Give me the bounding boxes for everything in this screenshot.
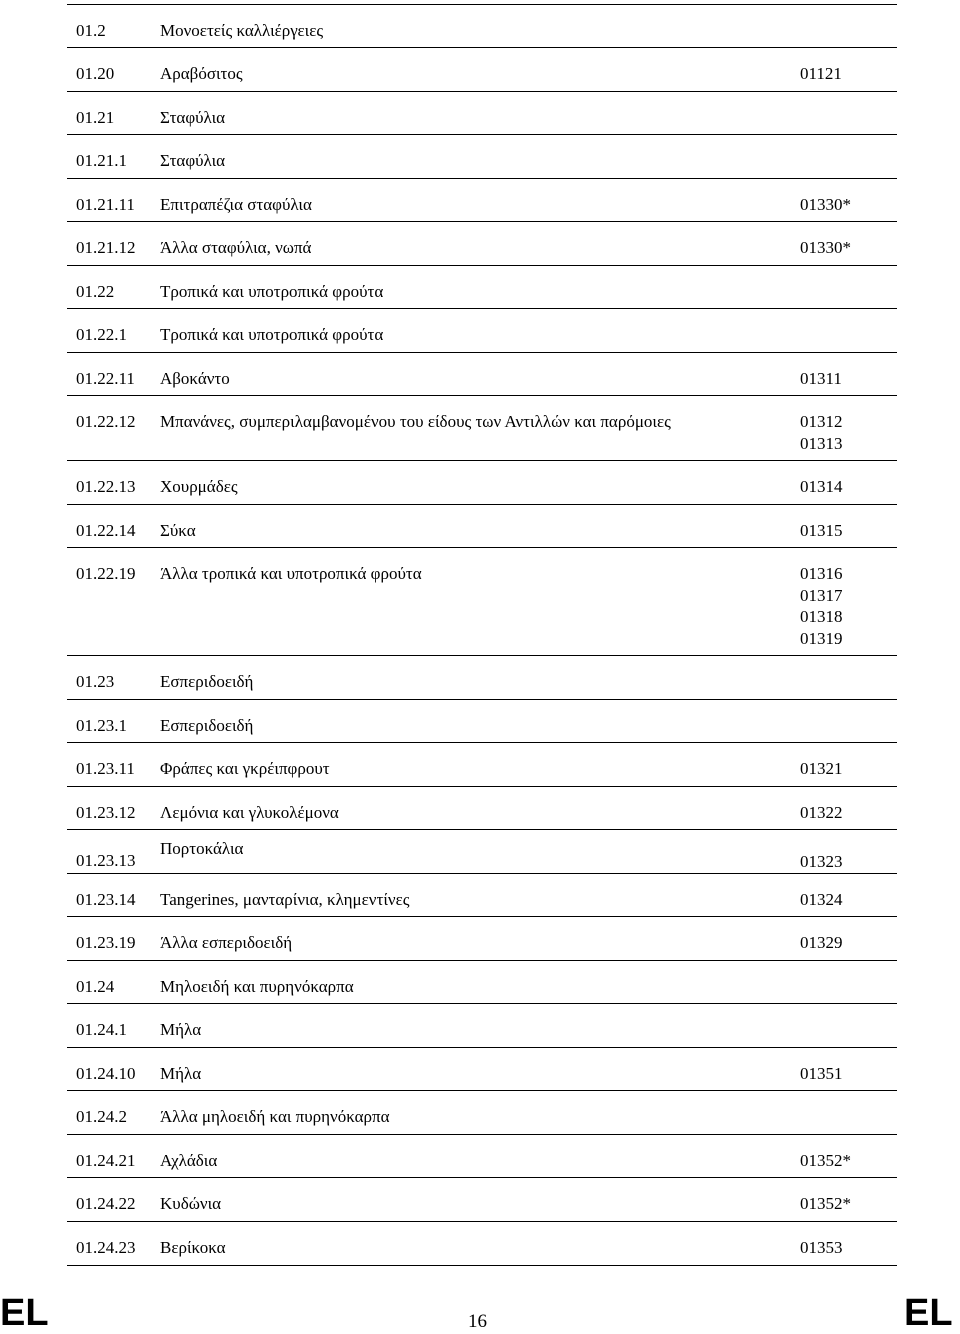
row-description: Μηλοειδή και πυρηνόκαρπα (160, 976, 354, 996)
table-row (67, 787, 897, 831)
row-code: 01.23.1 (76, 715, 127, 735)
row-code: 01.22.13 (76, 477, 136, 496)
table-row (67, 396, 897, 461)
table-row (67, 874, 897, 918)
table-row (67, 4, 897, 48)
row-description: Άλλα τροπικά και υποτροπικά φρούτα (160, 564, 422, 583)
row-description: Τροπικά και υποτροπικά φρούτα (160, 325, 384, 344)
row-code: 01.24.2 (76, 1107, 127, 1126)
row-cpc-codes (800, 476, 843, 498)
row-code: 01.21 (76, 107, 115, 127)
table-row (67, 505, 897, 549)
row-code: 01.21.12 (76, 238, 136, 257)
row-code: 01.23 (76, 672, 115, 691)
row-code: 01.24 (76, 976, 115, 996)
table-row (67, 917, 897, 961)
row-code: 01.22 (76, 281, 115, 301)
cpc-code: 01330* (800, 238, 851, 257)
cpc-code: 01324 (800, 889, 843, 909)
row-description: Εσπεριδοειδή (160, 715, 254, 735)
table-row (67, 700, 897, 744)
row-description: Λεμόνια και γλυκολέμονα (160, 802, 339, 822)
cpc-code: 01313 (800, 433, 843, 453)
row-code: 01.22.11 (76, 368, 135, 388)
row-code: 01.22.12 (76, 412, 136, 431)
table-row (67, 92, 897, 136)
row-description: Μήλα (160, 1020, 202, 1039)
row-cpc-codes (800, 1193, 851, 1215)
table-row (67, 1135, 897, 1179)
row-description: Φράπες και γκρέιπφρουτ (160, 759, 330, 778)
row-code: 01.24.23 (76, 1237, 136, 1257)
table-row (67, 1004, 897, 1048)
row-code: 01.23.13 (76, 851, 136, 870)
row-code: 01.24.10 (76, 1063, 136, 1083)
row-code: 01.24.21 (76, 1150, 136, 1170)
row-cpc-codes (800, 1150, 851, 1172)
row-description: Αβοκάντο (160, 368, 230, 388)
table-row (67, 743, 897, 787)
table-row (67, 1048, 897, 1092)
row-description: Αχλάδια (160, 1150, 218, 1170)
language-code-left: EL (0, 1292, 49, 1334)
row-code: 01.22.1 (76, 325, 127, 344)
row-description: Εσπεριδοειδή (160, 672, 254, 691)
row-description: Μπανάνες, συμπεριλαμβανομένου του είδους των Αντιλλών και παρόμοιες (160, 412, 671, 431)
row-description: Άλλα σταφύλια, νωπά (160, 238, 312, 257)
table-row (67, 1178, 897, 1222)
row-code: 01.23.14 (76, 889, 136, 909)
row-code: 01.23.19 (76, 933, 136, 952)
cpc-code: 01121 (800, 64, 842, 83)
cpc-code: 01321 (800, 759, 843, 778)
row-cpc-codes (800, 889, 843, 911)
row-cpc-codes (800, 1237, 843, 1259)
table-row (67, 656, 897, 700)
table-row (67, 179, 897, 223)
table-row (67, 461, 897, 505)
row-cpc-codes (800, 63, 842, 85)
row-cpc-codes (800, 520, 843, 542)
row-cpc-codes (800, 194, 851, 216)
table-row (67, 48, 897, 92)
page-number: 16 (468, 1311, 487, 1332)
cpc-code: 01330* (800, 194, 851, 214)
cpc-code: 01353 (800, 1237, 843, 1257)
cpc-code: 01329 (800, 933, 843, 952)
row-code: 01.23.12 (76, 802, 136, 822)
cpc-code: 01311 (800, 368, 842, 388)
row-description: Επιτραπέζια σταφύλια (160, 194, 312, 214)
row-cpc-codes (800, 411, 843, 454)
row-description: Χουρμάδες (160, 477, 238, 496)
cpc-code: 01322 (800, 802, 843, 822)
row-description: Τροπικά και υποτροπικά φρούτα (160, 281, 384, 301)
cpc-code: 01314 (800, 477, 843, 496)
row-cpc-codes (800, 563, 843, 649)
row-cpc-codes (800, 1063, 843, 1085)
row-code: 01.23.11 (76, 759, 135, 778)
cpc-code: 01315 (800, 520, 843, 540)
table-row (67, 135, 897, 179)
row-code: 01.20 (76, 64, 115, 83)
row-description: Πορτοκάλια (160, 839, 244, 858)
row-code: 01.22.14 (76, 520, 136, 540)
cpc-code: 01319 (800, 628, 843, 648)
row-cpc-codes (800, 851, 843, 873)
row-description: Σύκα (160, 520, 196, 540)
table-row (67, 222, 897, 266)
row-description: Μονοετείς καλλιέργειες (160, 21, 324, 40)
row-description: Κυδώνια (160, 1194, 222, 1213)
row-code: 01.24.1 (76, 1020, 127, 1039)
cpc-code: 01316 (800, 564, 843, 583)
row-code: 01.21.11 (76, 194, 135, 214)
cpc-code: 01352* (800, 1150, 851, 1170)
row-code: 01.2 (76, 21, 106, 40)
row-cpc-codes (800, 802, 843, 824)
row-description: Σταφύλια (160, 107, 226, 127)
row-description: Βερίκοκα (160, 1237, 226, 1257)
cpc-code: 01352* (800, 1194, 851, 1213)
cpc-code: 01317 (800, 585, 843, 605)
table-row (67, 830, 897, 874)
row-description: Μήλα (160, 1063, 202, 1083)
cpc-code: 01351 (800, 1063, 843, 1083)
row-cpc-codes (800, 932, 843, 954)
classification-table (67, 4, 897, 1266)
table-row (67, 1091, 897, 1135)
row-cpc-codes (800, 758, 843, 780)
table-row (67, 266, 897, 310)
language-code-right: EL (904, 1292, 953, 1334)
row-description: Άλλα εσπεριδοειδή (160, 933, 293, 952)
table-row (67, 1222, 897, 1266)
row-description: Tangerines, μανταρίνια, κλημεντίνες (160, 889, 410, 909)
cpc-code: 01323 (800, 852, 843, 871)
table-row (67, 961, 897, 1005)
row-code: 01.24.22 (76, 1194, 136, 1213)
table-row (67, 309, 897, 353)
table-row (67, 548, 897, 656)
row-description: Σταφύλια (160, 151, 226, 170)
row-code: 01.21.1 (76, 151, 127, 170)
table-row (67, 353, 897, 397)
row-cpc-codes (800, 237, 851, 259)
cpc-code: 01318 (800, 607, 843, 626)
cpc-code: 01312 (800, 412, 843, 431)
row-description: Άλλα μηλοειδή και πυρηνόκαρπα (160, 1107, 390, 1126)
row-description: Αραβόσιτος (160, 64, 243, 83)
row-cpc-codes (800, 368, 842, 390)
row-code: 01.22.19 (76, 564, 136, 583)
